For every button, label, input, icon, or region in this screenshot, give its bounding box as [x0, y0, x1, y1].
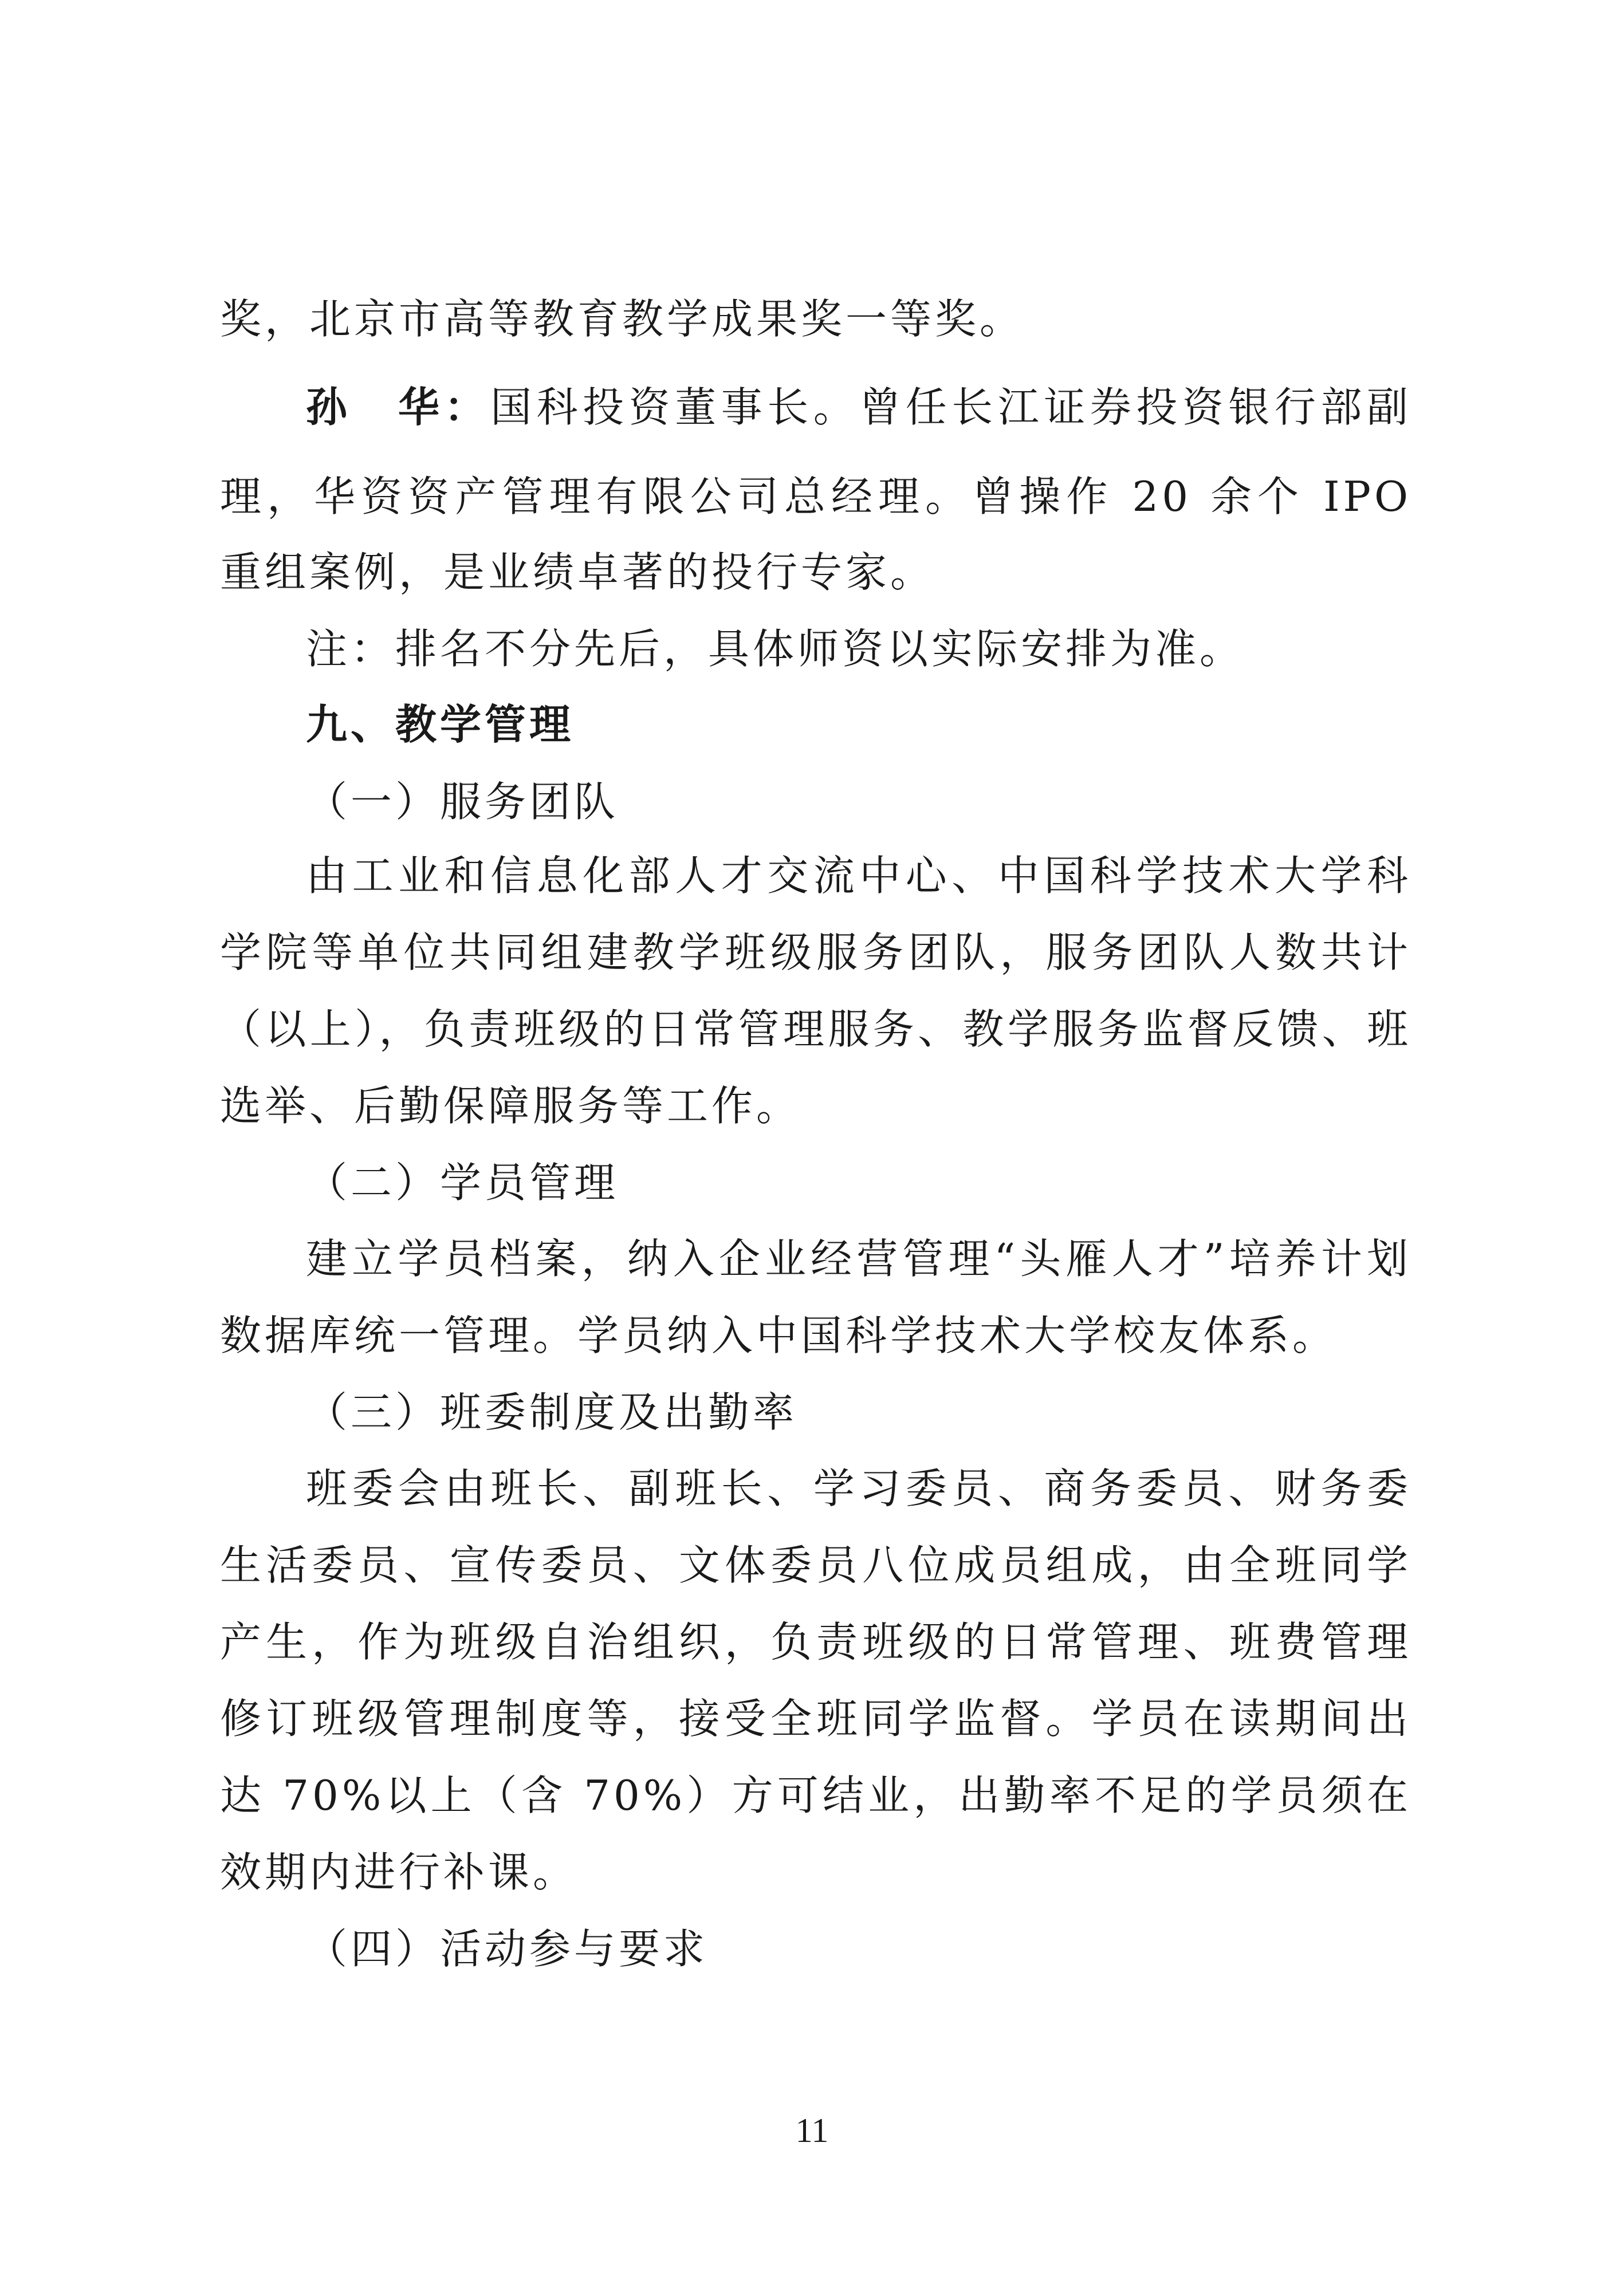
section-heading: [306, 699, 1497, 750]
paragraph-line: [220, 1539, 1411, 1591]
paragraph-line: [220, 1846, 1411, 1898]
subsection-heading-text: （四）活动参与要求: [306, 1925, 709, 1973]
paragraph-line: [220, 471, 1411, 522]
line-text: 生活委员、宣传委员、文体委员八位成员组成，由全班同学: [220, 1541, 1411, 1589]
page-number: 11: [795, 2112, 829, 2149]
paragraph-line: [220, 546, 1411, 598]
line-text: 产生，作为班级自治组织，负责班级的日常管理、班费管理: [220, 1618, 1411, 1666]
line-text: 修订班级管理制度等，接受全班同学监督。学员在读期间出: [220, 1695, 1411, 1743]
line-text: 国科投资董事长。曾任长江证券投资银行部副: [490, 383, 1411, 431]
paragraph-line: [220, 1770, 1411, 1821]
paragraph-line: [306, 1463, 1411, 1514]
line-text: 奖，北京市高等教育教学成果奖一等奖。: [220, 295, 1025, 343]
line-text: 学院等单位共同组建教学班级服务团队，服务团队人数共计: [220, 928, 1411, 976]
subsection-heading-text: （二）学员管理: [306, 1159, 619, 1207]
bio-name-label: 孙 华：: [306, 383, 491, 431]
subsection-heading: [306, 1923, 1497, 1975]
paragraph-line: [220, 1310, 1411, 1361]
subsection-heading: [306, 1387, 1497, 1438]
line-text: 重组案例，是业绩卓著的投行专家。: [220, 548, 935, 596]
paragraph-line: [220, 1080, 1411, 1132]
bio-line: [306, 381, 1411, 433]
line-text: 达 70%以上（含 70%）方可结业，出勤率不足的学员须在: [220, 1771, 1411, 1820]
subsection-heading: [306, 1157, 1497, 1208]
paragraph-line: [220, 927, 1411, 978]
line-text: 理，华资资产管理有限公司总经理。曾操作 20 余个 IPO: [220, 472, 1411, 521]
paragraph-line: [306, 850, 1411, 901]
line-text: 效期内进行补课。: [220, 1848, 578, 1896]
subsection-heading: [306, 776, 1497, 828]
section-heading-text: 九、教学管理: [306, 700, 575, 749]
line-text: 注：排名不分先后，具体师资以实际安排为准。: [306, 625, 1245, 673]
line-text: 建立学员档案，纳入企业经营管理“头雁人才”培养计划: [306, 1235, 1411, 1283]
line-text: 班委会由班长、副班长、学习委员、商务委员、财务委: [306, 1464, 1411, 1513]
paragraph-line: [220, 1616, 1411, 1668]
paragraph-line: [220, 1003, 1411, 1055]
line-text: 由工业和信息化部人才交流中心、中国科学技术大学科: [306, 852, 1411, 900]
paragraph-line: [220, 293, 1411, 345]
line-text: 数据库统一管理。学员纳入中国科学技术大学校友体系。: [220, 1312, 1338, 1360]
subsection-heading-text: （三）班委制度及出勤率: [306, 1388, 798, 1436]
paragraph-line: [220, 1693, 1411, 1744]
line-text: （以上），负责班级的日常管理服务、教学服务监督反馈、班: [220, 1005, 1411, 1053]
subsection-heading-text: （一）服务团队: [306, 778, 619, 826]
note-line: [306, 623, 1497, 675]
paragraph-line: [306, 1233, 1411, 1285]
line-text: 选举、后勤保障服务等工作。: [220, 1082, 801, 1130]
